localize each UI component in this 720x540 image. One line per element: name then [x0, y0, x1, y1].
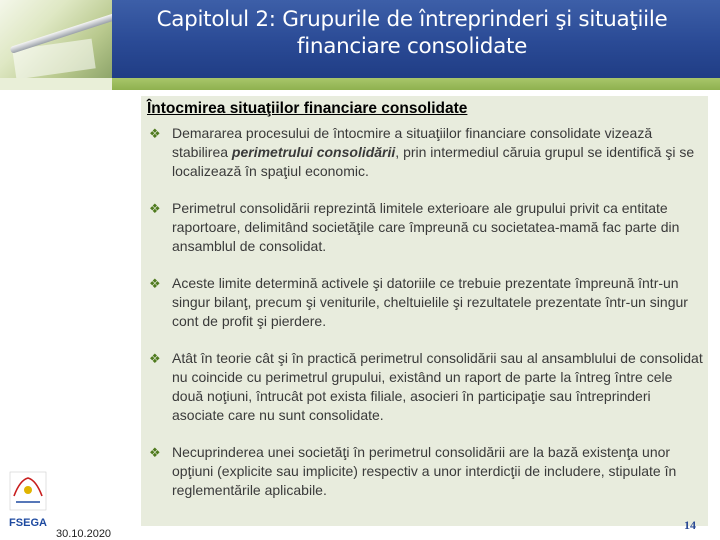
- title-bar: [0, 0, 720, 78]
- accent-bar: [112, 78, 720, 90]
- slide-date: 30.10.2020: [56, 528, 112, 540]
- svg-text:FSEGA: FSEGA: [9, 517, 47, 529]
- bullet-text: Necuprinderea unei societăţi în perimetrul consolidării are la bază existenţa unor opţiuni (explicite sau implicite) respectiv a unor interdicţii de includere, stipulate în reglementările aplicabile.: [172, 444, 677, 498]
- diamond-bullet-icon: ❖: [149, 126, 161, 141]
- bullet-text: Perimetrul consolidării reprezintă limitele exterioare ale grupului privit ca entitate raportoare, delimitând societăţile care împreună cu societatea-mamă fac parte din ansamblul de consolidat.: [172, 200, 680, 254]
- header-left-strip: [0, 78, 112, 90]
- bullet-text: Atât în teorie cât şi în practică perimetrul consolidării sau al ansamblului de consolidat nu coincide cu perimetrul grupului, existând un raport de parte la întreg între cele două noţiuni, întrucât pot exista filiale, asocieri în participaţie sau întreprinderi asociate care nu sunt consolidate.: [172, 350, 703, 423]
- diamond-bullet-icon: ❖: [149, 445, 161, 460]
- bullet-item: [147, 274, 705, 331]
- bullet-emphasis: perimetrului consolidării: [231, 144, 396, 160]
- diamond-bullet-icon: ❖: [149, 201, 161, 216]
- diamond-bullet-icon: ❖: [149, 276, 161, 291]
- bullet-text: Aceste limite determină activele şi datoriile ce trebuie prezentate împreună într-un singur bilanţ, precum şi veniturile, cheltuielile şi rezultatele prezentate într-un singur cont de profit şi pierdere.: [172, 275, 688, 329]
- header-photo: [0, 0, 112, 78]
- bullet-text: Demararea procesului de întocmire a situaţiilor financiare consolidate vizează stabilirea: [172, 125, 653, 160]
- page-number: 14: [684, 518, 696, 532]
- fsega-logo: [6, 468, 50, 534]
- bullet-item: [147, 443, 705, 500]
- bullet-text-end: , prin intermediul căruia grupul se identifică şi se localizează în spaţiul economic.: [172, 144, 695, 179]
- bullet-item: [147, 349, 705, 425]
- bullet-list: [147, 124, 705, 518]
- slide-title: Capitolul 2: Grupurile de întreprinderi şi situaţiile financiare consolidate: [156, 7, 668, 59]
- diamond-bullet-icon: ❖: [149, 351, 161, 366]
- bullet-item: [147, 199, 705, 256]
- bullet-item: [147, 124, 705, 181]
- section-heading: Întocmirea situaţiilor financiare consolidate: [147, 100, 468, 117]
